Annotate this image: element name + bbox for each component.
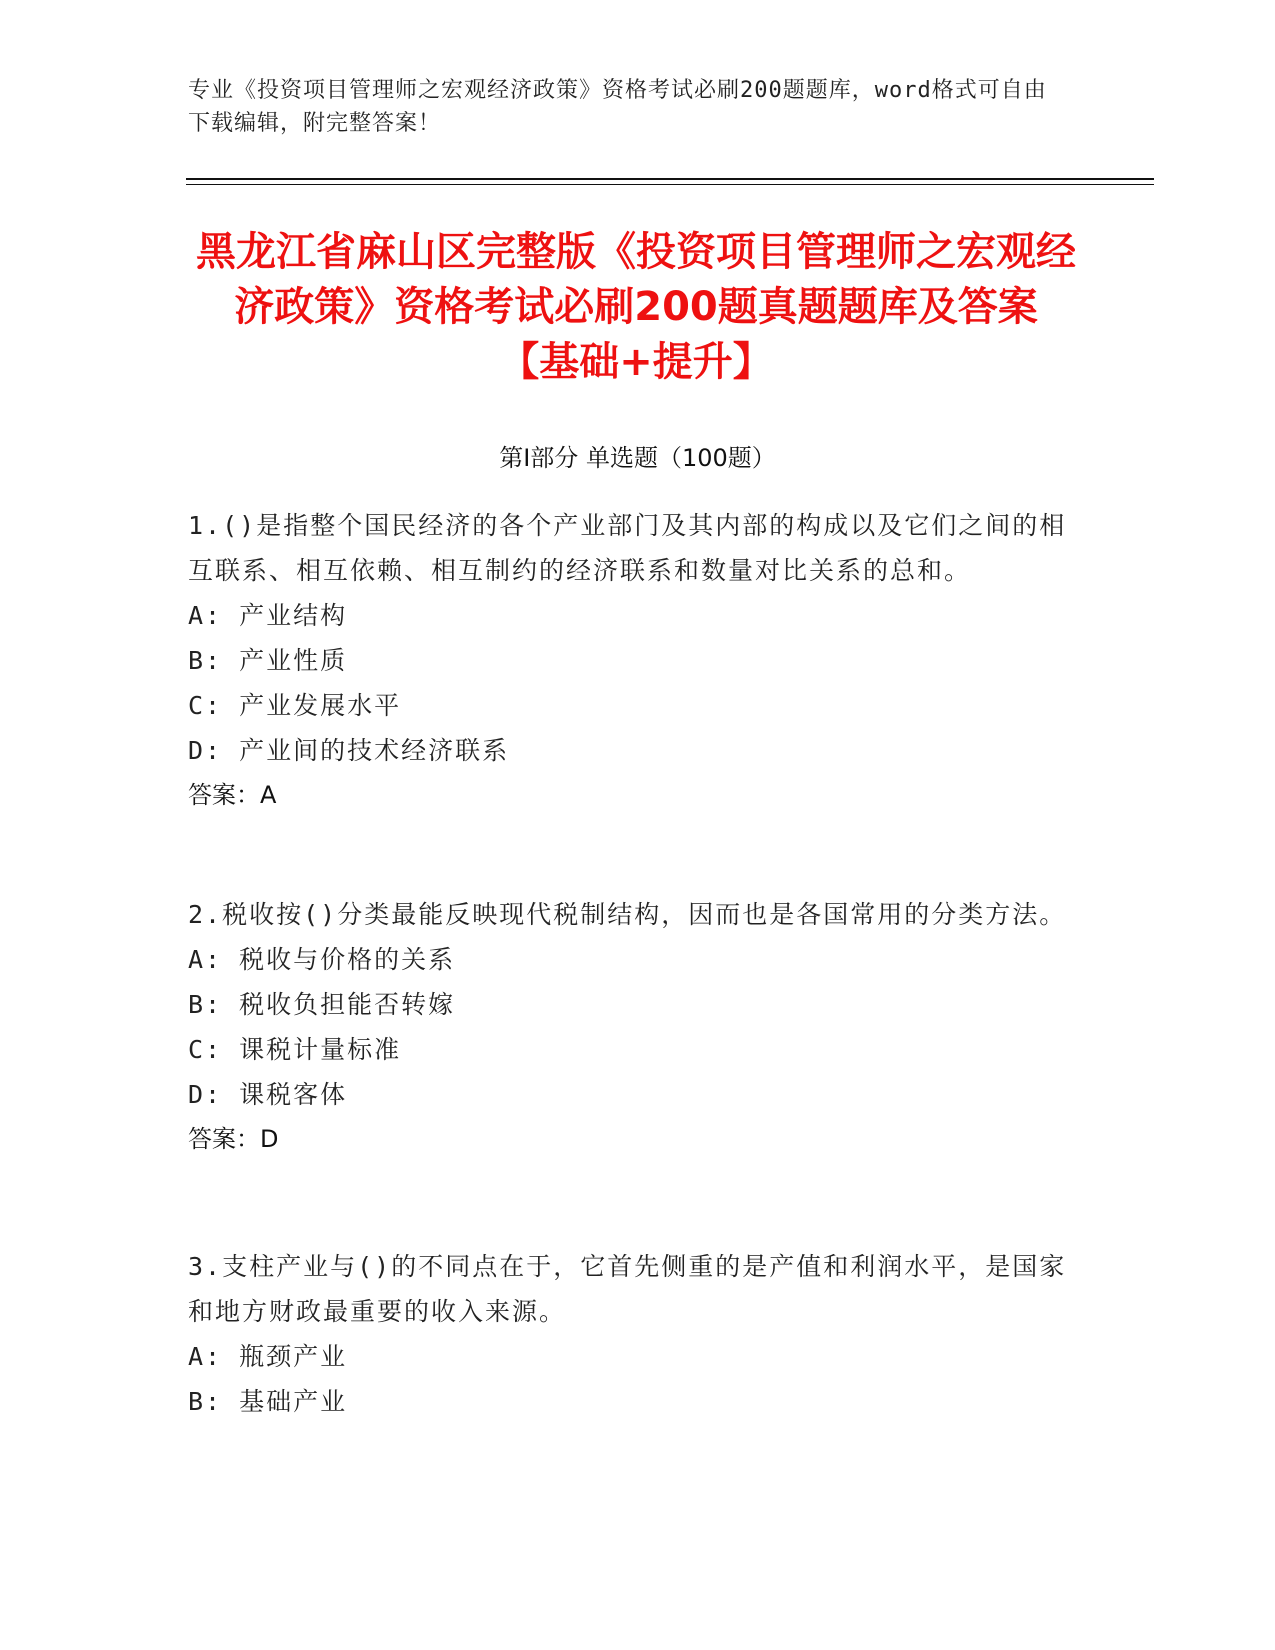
option-a: A: 瓶颈产业	[188, 1342, 348, 1371]
answer-label: 答案：D	[188, 1125, 279, 1153]
header-note: 专业《投资项目管理师之宏观经济政策》资格考试必刷200题题库，word格式可自由下载编辑，附完整答案！	[188, 78, 1047, 136]
option-c: C: 产业发展水平	[188, 691, 402, 720]
question-1	[188, 503, 1068, 818]
question-stem: 3.支柱产业与()的不同点在于，它首先侧重的是产值和利润水平，是国家和地方财政最重要的收入来源。	[188, 1252, 1067, 1326]
option-a: A: 产业结构	[188, 601, 348, 630]
question-3	[188, 1244, 1068, 1424]
option-b: B: 基础产业	[188, 1387, 348, 1416]
header-divider-thin	[186, 184, 1154, 185]
option-a: A: 税收与价格的关系	[188, 945, 456, 974]
question-stem: 1.()是指整个国民经济的各个产业部门及其内部的构成以及它们之间的相互联系、相互依赖、相互制约的经济联系和数量对比关系的总和。	[188, 511, 1067, 585]
question-2	[188, 892, 1068, 1162]
option-b: B: 税收负担能否转嫁	[188, 990, 456, 1019]
document-title: 黑龙江省麻山区完整版《投资项目管理师之宏观经济政策》资格考试必刷200题真题题库及答案【基础+提升】	[196, 229, 1076, 385]
question-stem: 2.税收按()分类最能反映现代税制结构，因而也是各国常用的分类方法。	[188, 900, 1067, 929]
section-heading: 第I部分 单选题（100题）	[499, 444, 776, 472]
header-divider	[186, 178, 1154, 180]
option-d: D: 课税客体	[188, 1080, 348, 1109]
answer-label: 答案：A	[188, 781, 277, 809]
option-c: C: 课税计量标准	[188, 1035, 402, 1064]
option-d: D: 产业间的技术经济联系	[188, 736, 510, 765]
option-b: B: 产业性质	[188, 646, 348, 675]
